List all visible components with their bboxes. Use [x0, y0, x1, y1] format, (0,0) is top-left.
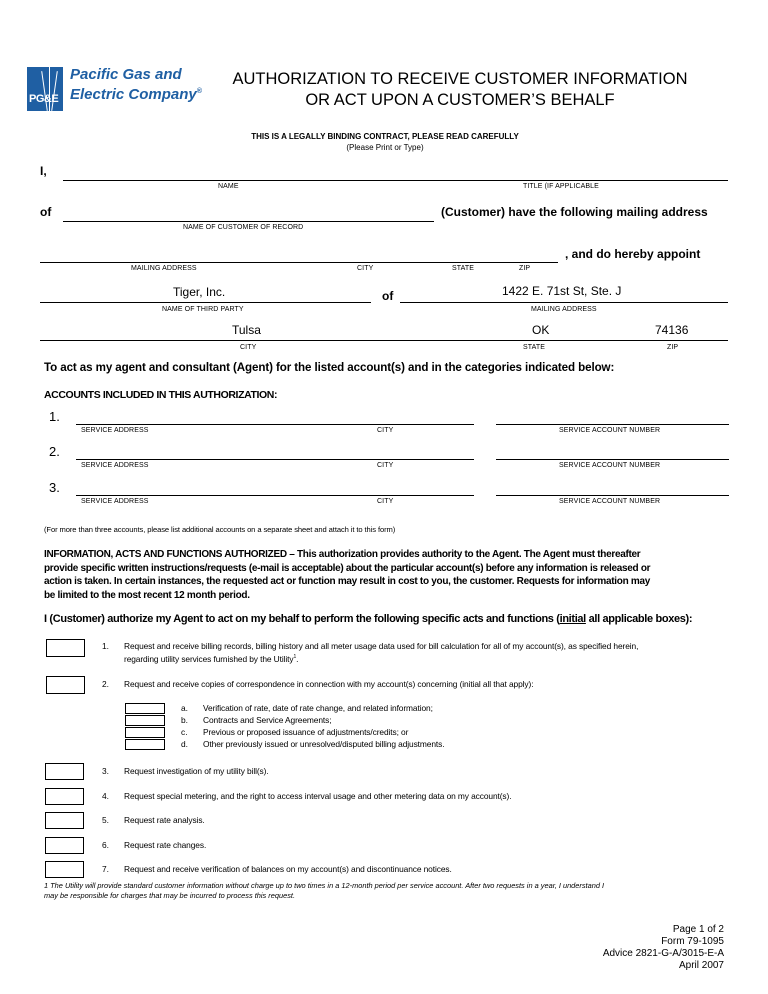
- footnote-line1: 1 The Utility will provide standard customer information without charge up to two times in a 12-month period per service account. After two requests in a year, I understand I: [44, 881, 605, 890]
- page-number: Page 1 of 2: [672, 924, 724, 935]
- title-line1: AUTHORIZATION TO RECEIVE CUSTOMER INFORMATION: [232, 70, 688, 88]
- third-party-label: NAME OF THIRD PARTY: [162, 306, 244, 313]
- subitem-b-text: Contracts and Service Agreements;: [203, 715, 332, 725]
- item1-text: [124, 641, 638, 665]
- item1-line1: Request and receive billing records, billing history and all meter usage data used for bill calculation for all of my account(s), as specified herein,: [124, 641, 639, 651]
- third-party-address-field[interactable]: [400, 302, 728, 303]
- company-line2: Electric Company: [70, 86, 197, 103]
- advice-number: Advice 2821-G-A/3015-E-A: [602, 948, 724, 959]
- subitem-d-initial-box[interactable]: [125, 739, 165, 750]
- of2-label: of: [382, 289, 394, 303]
- item7-number: 7.: [102, 864, 109, 874]
- item4-number: 4.: [102, 791, 109, 801]
- form-title: [205, 69, 715, 111]
- subitem-a-initial-box[interactable]: [125, 703, 165, 714]
- third-party-name-value: Tiger, Inc.: [173, 285, 226, 299]
- authorize-initial: initial: [559, 613, 586, 625]
- account2-account-label: SERVICE ACCOUNT NUMBER: [559, 462, 661, 469]
- item6-initial-box[interactable]: [45, 837, 84, 854]
- pge-logo: [27, 67, 63, 111]
- subitem-c-text: Previous or proposed issuance of adjustments/credits; or: [203, 727, 409, 737]
- item2-text: Request and receive copies of correspondence in connection with my account(s) concerning (initial all that apply):: [124, 679, 534, 689]
- item1-footnote-mark: 1: [293, 654, 297, 660]
- item1-initial-box[interactable]: [46, 639, 85, 657]
- of-label: of: [40, 205, 52, 219]
- mailing-address-field[interactable]: [40, 262, 558, 263]
- item3-number: 3.: [102, 766, 109, 776]
- third-party-mailing-label: MAILING ADDRESS: [531, 306, 597, 313]
- i-label: I,: [40, 164, 47, 178]
- subitem-b-initial-box[interactable]: [125, 715, 165, 726]
- customer-record-label: NAME OF CUSTOMER OF RECORD: [183, 224, 304, 231]
- item5-initial-box[interactable]: [45, 812, 84, 829]
- third-party-city-state-zip-field[interactable]: [40, 340, 728, 341]
- state-label: STATE: [452, 265, 475, 272]
- name-field[interactable]: [63, 180, 728, 181]
- customer-name-field[interactable]: [63, 221, 434, 222]
- form-number: Form 79-1095: [661, 936, 724, 947]
- item1-line2-end: .: [296, 653, 299, 664]
- third-party-state-value: OK: [532, 323, 550, 337]
- account1-service-address-field[interactable]: [76, 424, 474, 425]
- print-note: (Please Print or Type): [346, 143, 424, 152]
- zip-label: ZIP: [519, 265, 531, 272]
- footnote: [44, 881, 744, 901]
- account3-service-address-field[interactable]: [76, 495, 474, 496]
- company-line1: Pacific Gas and: [70, 66, 182, 83]
- item5-text: Request rate analysis.: [124, 815, 205, 825]
- account1-account-label: SERVICE ACCOUNT NUMBER: [559, 427, 661, 434]
- item7-text: Request and receive verification of balances on my account(s) and discontinuance notices.: [124, 864, 452, 874]
- agent-statement: To act as my agent and consultant (Agent) for the listed account(s) and in the categories indicated below:: [44, 361, 615, 374]
- information-line1: INFORMATION, ACTS AND FUNCTIONS AUTHORIZED – This authorization provides authority to the Agent. The Agent must thereafter: [44, 549, 641, 560]
- subitem-b-letter: b.: [181, 715, 188, 725]
- customer-mailing-text: (Customer) have the following mailing address: [441, 205, 708, 219]
- item6-number: 6.: [102, 840, 109, 850]
- account-number-3: 3.: [49, 480, 60, 495]
- city-label: CITY: [357, 265, 374, 272]
- subitem-a-text: Verification of rate, date of rate change, and related information;: [203, 703, 433, 713]
- information-paragraph: [44, 548, 734, 602]
- third-party-zip-value: 74136: [655, 323, 689, 337]
- item2-number: 2.: [102, 679, 109, 689]
- registered-mark: ®: [196, 88, 202, 95]
- more-accounts-note: (For more than three accounts, please list additional accounts on a separate sheet and attach it to this form): [44, 525, 396, 534]
- account3-city-label: CITY: [377, 498, 394, 505]
- title-label: TITLE (IF APPLICABLE: [523, 183, 599, 190]
- footnote-line2: may be responsible for charges that may be incurred to process this request.: [44, 891, 295, 900]
- contract-notice: THIS IS A LEGALLY BINDING CONTRACT, PLEASE READ CAREFULLY: [251, 132, 519, 141]
- information-line3: action is taken. In certain instances, the requested act or function may result in cost to you, the customer. Requests for information may: [44, 576, 650, 587]
- item1-line2: regarding utility services furnished by the Utility: [124, 653, 294, 664]
- item3-text: Request investigation of my utility bill(s).: [124, 766, 269, 776]
- account3-account-label: SERVICE ACCOUNT NUMBER: [559, 498, 661, 505]
- authorize-suffix: all applicable boxes):: [585, 613, 693, 625]
- account2-service-address-field[interactable]: [76, 459, 474, 460]
- item2-initial-box[interactable]: [46, 676, 85, 694]
- company-name: [70, 66, 202, 103]
- account1-city-label: CITY: [377, 427, 394, 434]
- third-party-address-value: 1422 E. 71st St, Ste. J: [502, 284, 622, 298]
- form-date: April 2007: [678, 960, 724, 971]
- mailing-address-label: MAILING ADDRESS: [131, 265, 197, 272]
- subitem-d-text: Other previously issued or unresolved/disputed billing adjustments.: [203, 739, 445, 749]
- account-number-2: 2.: [49, 444, 60, 459]
- item1-number: 1.: [102, 641, 109, 651]
- subitem-c-letter: c.: [181, 727, 188, 737]
- information-line2: provide specific written instructions/requests (e-mail is acceptable) about the particular account(s) before any information is released or: [44, 562, 651, 574]
- subitem-d-letter: d.: [181, 739, 188, 749]
- item4-initial-box[interactable]: [45, 788, 84, 805]
- item6-text: Request rate changes.: [124, 840, 207, 850]
- logo-text: PG&E: [29, 93, 59, 105]
- item7-initial-box[interactable]: [45, 861, 84, 878]
- third-party-city-value: Tulsa: [232, 323, 261, 337]
- city2-label: CITY: [240, 344, 257, 351]
- subitem-a-letter: a.: [181, 703, 188, 713]
- third-party-name-field[interactable]: [40, 302, 371, 303]
- account2-city-label: CITY: [377, 462, 394, 469]
- account-number-1: 1.: [49, 409, 60, 424]
- account3-account-number-field[interactable]: [496, 495, 729, 496]
- zip2-label: ZIP: [667, 344, 679, 351]
- account1-account-number-field[interactable]: [496, 424, 729, 425]
- item4-text: Request special metering, and the right to access interval usage and other metering data on my account(s).: [124, 791, 512, 801]
- item3-initial-box[interactable]: [45, 763, 84, 780]
- subitem-c-initial-box[interactable]: [125, 727, 165, 738]
- account1-service-address-label: SERVICE ADDRESS: [81, 427, 149, 434]
- account2-service-address-label: SERVICE ADDRESS: [81, 462, 149, 469]
- name-label: NAME: [218, 183, 239, 190]
- item5-number: 5.: [102, 815, 109, 825]
- account3-service-address-label: SERVICE ADDRESS: [81, 498, 149, 505]
- account2-account-number-field[interactable]: [496, 459, 729, 460]
- title-line2: OR ACT UPON A CUSTOMER’S BEHALF: [305, 91, 615, 109]
- accounts-heading: ACCOUNTS INCLUDED IN THIS AUTHORIZATION:: [44, 389, 278, 401]
- state2-label: STATE: [523, 344, 546, 351]
- appoint-text: , and do hereby appoint: [565, 247, 701, 261]
- page-footer: [520, 924, 724, 972]
- authorize-prefix: I (Customer) authorize my Agent to act on my behalf to perform the following specific acts and functions (: [44, 613, 560, 625]
- authorize-statement: [44, 613, 692, 625]
- information-line4: be limited to the most recent 12 month period.: [44, 589, 250, 601]
